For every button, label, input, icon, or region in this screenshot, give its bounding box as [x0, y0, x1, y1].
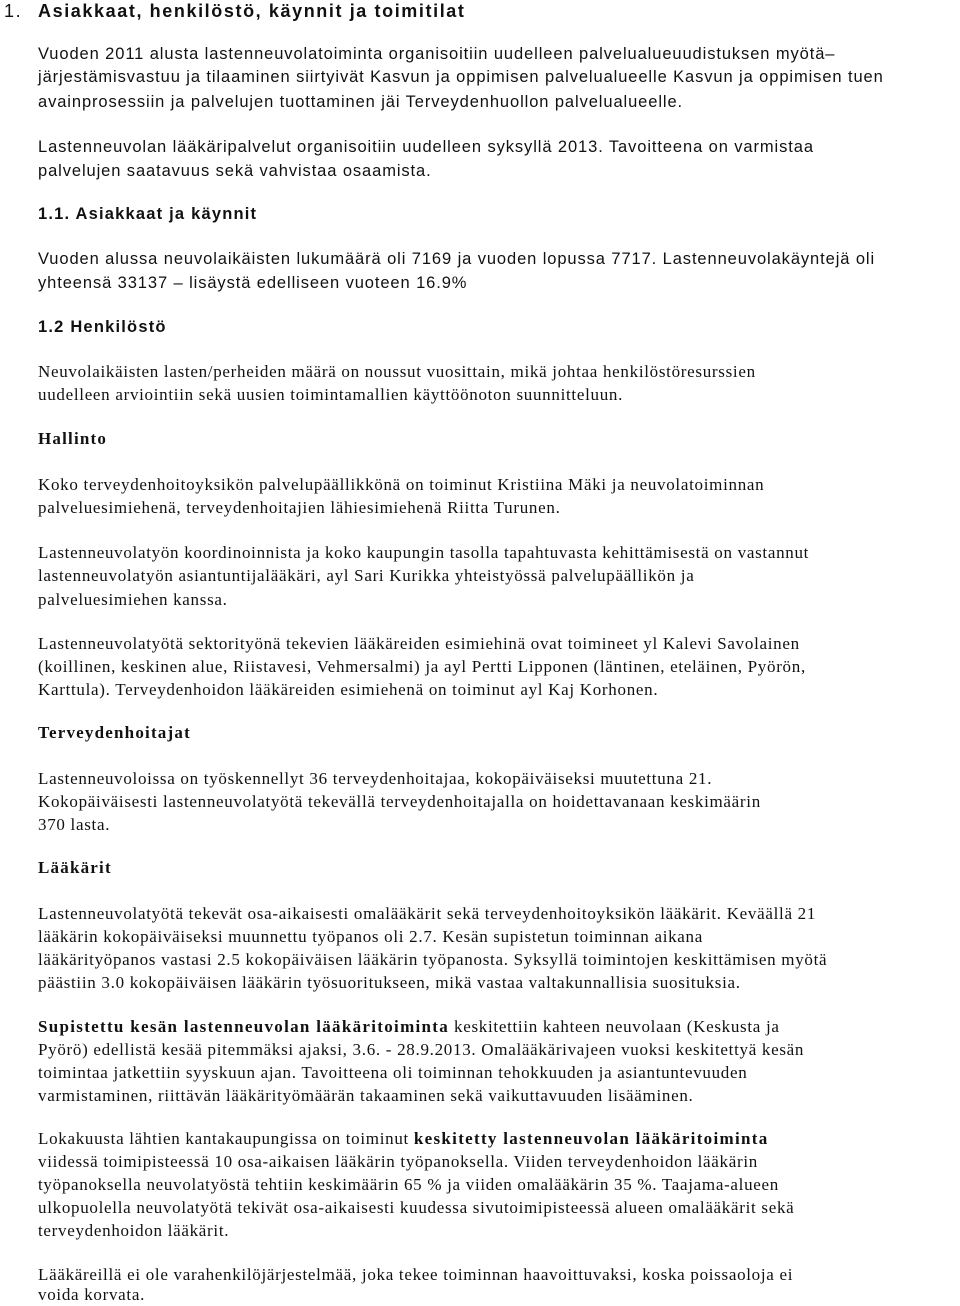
laakarit-p3-line-2: viidessä toimipisteessä 10 osa-aikaisen lääkärin työpanoksella. Viiden terveydenhoidon lääkärin	[38, 1152, 758, 1171]
laakarit-p4-line-2: voida korvata.	[38, 1285, 146, 1304]
laakarit-p1-line-3: lääkärityöpanos vastasi 2.5 kokopäiväisen lääkärin työpanosta. Syksyllä toimintojen keskittämisen myötä	[38, 950, 828, 969]
laakarit-p2-line-4: varmistaminen, riittävän lääkärityömäärän takaaminen sekä vaikuttavuuden lisääminen.	[38, 1086, 694, 1105]
hallinto-p1-line-2: palveluesimiehenä, terveydenhoitajien lähiesimiehenä Riitta Turunen.	[38, 498, 561, 517]
hallinto-p3-line-1: Lastenneuvolatyötä sektorityönä tekevien lääkäreiden esimiehinä ovat toimineet yl Kalevi Savolainen	[38, 634, 800, 653]
section-1-1-line-2: yhteensä 33137 – lisäystä edelliseen vuoteen 16.9%	[38, 274, 468, 292]
hallinto-p3-line-2: (koillinen, keskinen alue, Riistavesi, Vehmersalmi) ja ayl Pertti Lipponen (läntinen, eteläinen, Pyörön,	[38, 657, 806, 676]
intro-p1-line-2: järjestämisvastuu ja tilaaminen siirtyivät Kasvun ja oppimisen palvelualueelle Kasvun ja oppimisen tuen	[38, 68, 884, 86]
laakarit-p3-line-1	[38, 1128, 769, 1150]
section-1-2-heading: 1.2 Henkilöstö	[38, 318, 167, 336]
centralized-activity-emphasis: keskitetty lastenneuvolan lääkäritoiminta	[413, 1129, 769, 1148]
laakarit-p1-line-4: päästiin 3.0 kokopäiväisen lääkärin työsuoritukseen, mikä vastaa valtakunnallisia suosituksia.	[38, 973, 741, 992]
chapter-number: 1.	[4, 1, 23, 21]
laakarit-p3-line-3: työpanoksella neuvolatyöstä tehtiin keskimäärin 65 % ja viiden omalääkärin 35 %. Taajama-alueen	[38, 1175, 779, 1194]
section-1-2-line-1: Neuvolaikäisten lasten/perheiden määrä on noussut vuosittain, mikä johtaa henkilöstöresurssien	[38, 362, 756, 381]
hallinto-p3-line-3: Karttula). Terveydenhoidon lääkäreiden esimiehenä on toiminut ayl Kaj Korhonen.	[38, 680, 659, 699]
laakarit-heading: Lääkärit	[38, 858, 112, 877]
intro-p1-line-3: avainprosessiin ja palvelujen tuottaminen jäi Terveydenhuollon palvelualueelle.	[38, 93, 684, 111]
hallinto-heading: Hallinto	[38, 429, 108, 448]
chapter-title: Asiakkaat, henkilöstö, käynnit ja toimitilat	[38, 1, 466, 21]
chapter-heading	[4, 0, 466, 22]
terveydenhoitajat-heading: Terveydenhoitajat	[38, 723, 191, 742]
terveydenhoitajat-line-1: Lastenneuvoloissa on työskennellyt 36 terveydenhoitajaa, kokopäiväiseksi muutettuna 21.	[38, 769, 713, 788]
laakarit-p2-first-rest: keskitettiin kahteen neuvolaan (Keskusta ja	[449, 1017, 780, 1036]
laakarit-p3-line-4: ulkopuolella neuvolatyötä tekivät osa-aikaisesti kuudessa sivutoimipisteessä alueen omalääkärit sekä	[38, 1198, 795, 1217]
hallinto-p2-line-3: palveluesimiehen kanssa.	[38, 590, 228, 609]
laakarit-p4-line-1: Lääkäreillä ei ole varahenkilöjärjestelmää, joka tekee toiminnan haavoittuvaksi, koska poissaoloja ei	[38, 1265, 794, 1284]
terveydenhoitajat-line-3: 370 lasta.	[38, 815, 111, 834]
section-1-2-line-2: uudelleen arviointiin sekä uusien toimintamallien käyttöönoton suunnitteluun.	[38, 385, 624, 404]
hallinto-p2-line-2: lastenneuvolatyön asiantuntijalääkäri, ayl Sari Kurikka yhteistyössä palvelupäällikön ja	[38, 566, 695, 585]
summer-activity-emphasis: Supistettu kesän lastenneuvolan lääkäritoiminta	[38, 1017, 450, 1036]
laakarit-p3-lead: Lokakuusta lähtien kantakaupungissa on toiminut	[38, 1129, 414, 1148]
intro-p1-line-1: Vuoden 2011 alusta lastenneuvolatoiminta organisoitiin uudelleen palvelualueuudistuksen myötä–	[38, 45, 836, 63]
laakarit-p2-line-3: toimintaa jatkettiin syyskuun ajan. Tavoitteena oli toiminnan tehokkuuden ja asiantuntevuuden	[38, 1063, 748, 1082]
laakarit-p2-line-1	[38, 1016, 780, 1038]
intro-p2-line-2: palvelujen saatavuus sekä vahvistaa osaamista.	[38, 162, 432, 180]
section-1-1-heading: 1.1. Asiakkaat ja käynnit	[38, 205, 258, 223]
hallinto-p2-line-1: Lastenneuvolatyön koordinoinnista ja koko kaupungin tasolla tapahtuvasta kehittämisestä on vastannut	[38, 543, 810, 562]
laakarit-p3-line-5: terveydenhoidon lääkärit.	[38, 1221, 230, 1240]
hallinto-p1-line-1: Koko terveydenhoitoyksikön palvelupäällikkönä on toiminut Kristiina Mäki ja neuvolatoiminnan	[38, 475, 765, 494]
laakarit-p2-line-2: Pyörö) edellistä kesää pitemmäksi ajaksi, 3.6. - 28.9.2013. Omalääkärivajeen vuoksi keskitettyä kesän	[38, 1040, 805, 1059]
intro-p2-line-1: Lastenneuvolan lääkäripalvelut organisoitiin uudelleen syksyllä 2013. Tavoitteena on varmistaa	[38, 138, 814, 156]
laakarit-p1-line-1: Lastenneuvolatyötä tekevät osa-aikaisesti omalääkärit sekä terveydenhoitoyksikön lääkärit. Keväällä 21	[38, 904, 817, 923]
terveydenhoitajat-line-2: Kokopäiväisesti lastenneuvolatyötä tekevällä terveydenhoitajalla on hoidettavanaan keskimäärin	[38, 792, 761, 811]
section-1-1-line-1: Vuoden alussa neuvolaikäisten lukumäärä oli 7169 ja vuoden lopussa 7717. Lastenneuvolakäyntejä oli	[38, 250, 876, 268]
laakarit-p1-line-2: lääkärin kokopäiväiseksi muunnettu työpanos oli 2.7. Kesän supistetun toiminnan aikana	[38, 927, 704, 946]
